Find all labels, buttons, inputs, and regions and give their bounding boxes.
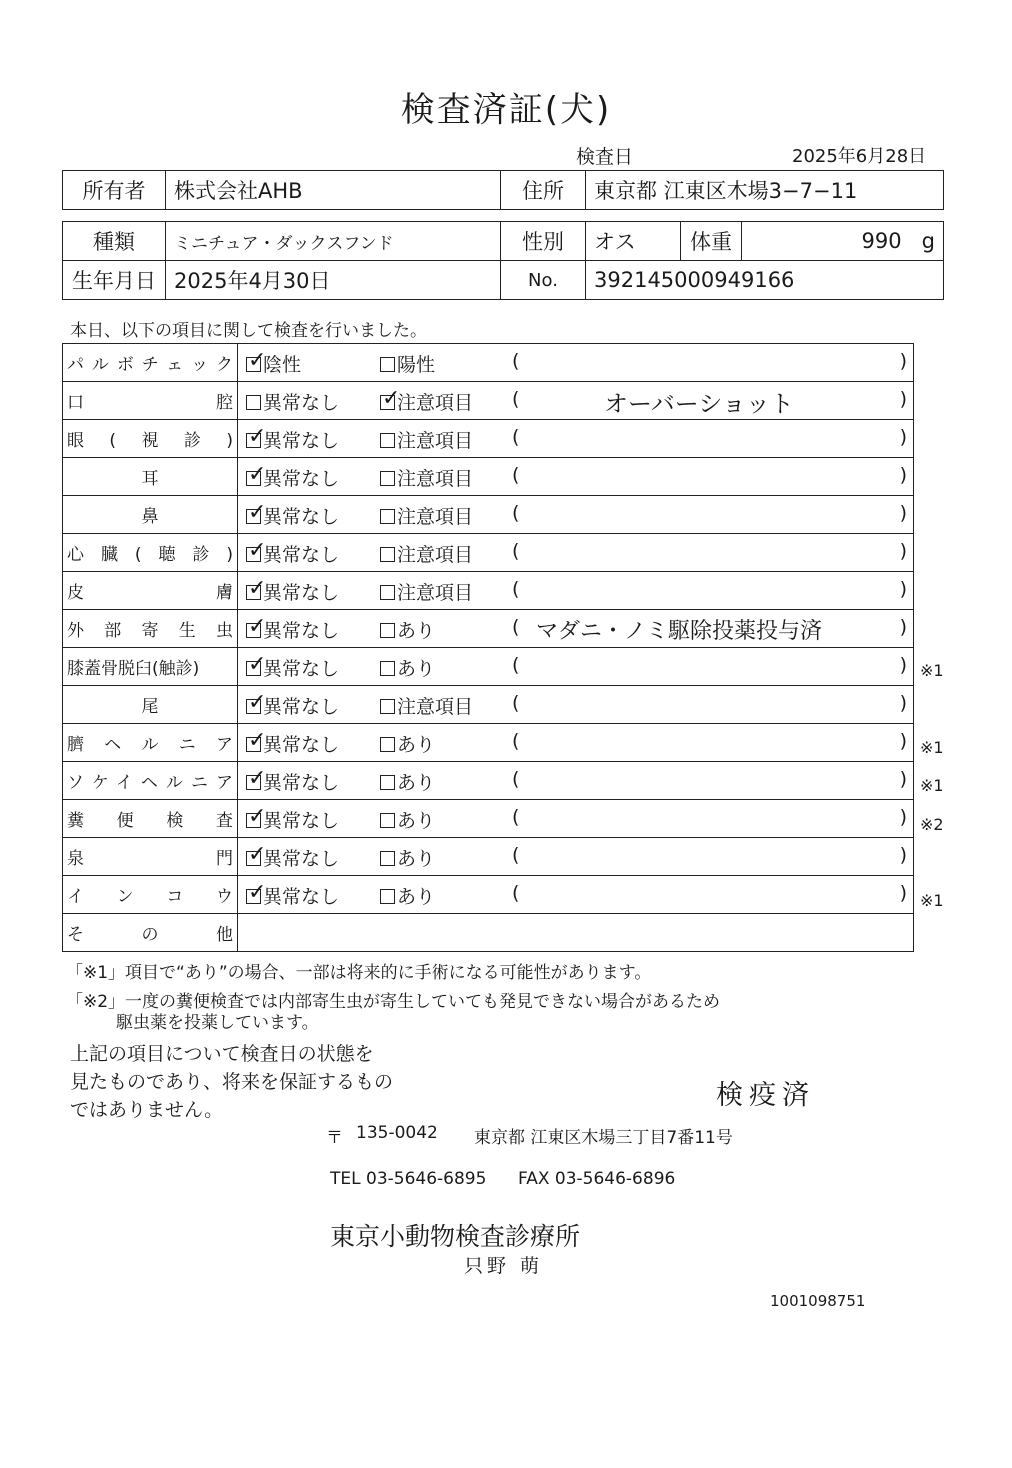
check-result-cell — [238, 762, 914, 800]
check-result-cell — [238, 458, 914, 496]
check-item-label: 鼻 — [141, 507, 159, 527]
check-result-cell — [238, 344, 914, 382]
check-item-label: 心臓(聴診) — [67, 545, 233, 565]
option-1-label: 異常なし — [263, 734, 340, 756]
check-mark-icon: ✓ — [248, 614, 267, 639]
clinic-name: 東京小動物検査診療所 — [330, 1222, 581, 1251]
left-paren: ( — [512, 768, 520, 790]
breed-label: 種類 — [63, 222, 166, 261]
left-paren: ( — [512, 806, 520, 828]
right-paren: ) — [899, 426, 907, 448]
check-row — [63, 382, 914, 420]
checkbox-icon[interactable] — [246, 395, 261, 410]
left-paren: ( — [512, 730, 520, 752]
option-1-label: 異常なし — [263, 658, 340, 680]
check-result-cell — [238, 838, 914, 876]
option-1[interactable] — [246, 730, 339, 757]
checkbox-icon[interactable] — [246, 880, 267, 905]
option-1-label: 異常なし — [263, 886, 340, 908]
checkbox-icon[interactable] — [380, 471, 395, 486]
footnote-2-line2: 駆虫薬を投薬しています。 — [116, 1013, 319, 1033]
check-item-cell — [63, 344, 238, 382]
right-paren: ) — [899, 464, 907, 486]
right-paren: ) — [899, 654, 907, 676]
left-paren: ( — [512, 844, 520, 866]
check-mark-icon: ✓ — [248, 880, 267, 905]
check-mark-icon: ✓ — [248, 690, 267, 715]
checkbox-icon[interactable] — [246, 500, 267, 525]
no-label: No. — [501, 261, 586, 300]
option-1[interactable] — [246, 388, 339, 415]
option-1[interactable] — [246, 350, 301, 377]
option-1[interactable] — [246, 578, 339, 605]
exam-date-value: 2025年6月28日 — [792, 146, 927, 167]
owner-value: 株式会社AHB — [166, 171, 501, 210]
left-paren: ( — [512, 616, 520, 638]
other-label: その他 — [67, 925, 233, 945]
left-paren: ( — [512, 464, 520, 486]
option-1-label: 異常なし — [263, 810, 340, 832]
check-item-cell — [63, 610, 238, 648]
exam-date-label: 検査日 — [576, 146, 634, 168]
right-paren: ) — [899, 388, 907, 410]
option-1[interactable] — [246, 692, 339, 719]
option-2[interactable] — [380, 540, 473, 567]
check-mark-icon: ✓ — [248, 462, 267, 487]
option-2[interactable] — [380, 350, 435, 377]
check-result-cell — [238, 572, 914, 610]
check-result-cell — [238, 724, 914, 762]
check-item-cell — [63, 762, 238, 800]
owner-label: 所有者 — [63, 171, 166, 210]
check-row — [63, 838, 914, 876]
checkbox-icon[interactable] — [380, 357, 395, 372]
check-row — [63, 648, 914, 686]
option-2[interactable] — [380, 464, 473, 491]
left-paren: ( — [512, 388, 520, 410]
option-1[interactable] — [246, 540, 339, 567]
option-1-label: 異常なし — [263, 582, 340, 604]
checkbox-icon[interactable] — [380, 813, 395, 828]
check-item-label: パルボチェック — [67, 355, 233, 375]
dob-label: 生年月日 — [63, 261, 166, 300]
check-item-cell — [63, 724, 238, 762]
option-1-label: 異常なし — [263, 772, 340, 794]
checkbox-icon[interactable] — [380, 386, 401, 411]
option-2[interactable] — [380, 806, 435, 833]
check-item-label: 膝蓋骨脱臼(触診) — [67, 659, 200, 679]
right-paren: ) — [899, 882, 907, 904]
check-item-cell — [63, 800, 238, 838]
checkbox-icon[interactable] — [380, 509, 395, 524]
other-value-cell — [238, 914, 914, 952]
check-row — [63, 686, 914, 724]
left-paren: ( — [512, 654, 520, 676]
check-note: オーバーショット — [604, 390, 794, 418]
postal-code: 135-0042 — [356, 1123, 438, 1143]
check-row — [63, 344, 914, 382]
check-result-cell — [238, 648, 914, 686]
right-paren: ) — [899, 578, 907, 600]
checkbox-icon[interactable] — [246, 424, 267, 449]
option-2[interactable] — [380, 388, 473, 415]
option-2[interactable] — [380, 768, 435, 795]
statement-line-1: 上記の項目について検査日の状態を — [70, 1043, 374, 1065]
statement-line-3: ではありません。 — [70, 1099, 224, 1121]
option-1-label: 異常なし — [263, 468, 340, 490]
option-2-label: あり — [397, 810, 436, 832]
check-row — [63, 534, 914, 572]
check-item-label: 泉門 — [67, 849, 233, 869]
option-1[interactable] — [246, 882, 339, 909]
option-1-label: 異常なし — [263, 392, 340, 414]
other-label-cell — [63, 914, 238, 952]
check-row — [63, 458, 914, 496]
check-row — [63, 762, 914, 800]
option-2-label: 注意項目 — [397, 544, 474, 566]
clinic-fax: FAX 03-5646-6896 — [518, 1169, 676, 1189]
animal-table — [62, 221, 944, 300]
option-1[interactable] — [246, 768, 339, 795]
check-item-label: 尾 — [141, 697, 159, 717]
footnote-2-line1: 「※2」一度の糞便検査では内部寄生虫が寄生していても発見できない場合があるため — [66, 992, 721, 1012]
dob-value: 2025年4月30日 — [166, 261, 501, 300]
check-item-cell — [63, 496, 238, 534]
left-paren: ( — [512, 540, 520, 562]
right-paren: ) — [899, 768, 907, 790]
option-1[interactable] — [246, 654, 339, 681]
checkbox-icon[interactable] — [246, 842, 267, 867]
footnote-mark: ※1 — [920, 776, 944, 796]
check-result-cell — [238, 496, 914, 534]
option-2-label: あり — [397, 886, 436, 908]
check-row — [63, 420, 914, 458]
checkbox-icon[interactable] — [246, 462, 267, 487]
left-paren: ( — [512, 502, 520, 524]
check-item-cell — [63, 876, 238, 914]
option-2[interactable] — [380, 578, 473, 605]
check-row — [63, 876, 914, 914]
owner-table — [62, 170, 944, 210]
right-paren: ) — [899, 692, 907, 714]
check-mark-icon: ✓ — [248, 538, 267, 563]
check-mark-icon: ✓ — [248, 766, 267, 791]
option-2[interactable] — [380, 844, 435, 871]
checkbox-icon[interactable] — [246, 652, 267, 677]
left-paren: ( — [512, 426, 520, 448]
intro-text: 本日、以下の項目に関して検査を行いました。 — [70, 321, 427, 341]
checkbox-icon[interactable] — [380, 585, 395, 600]
quarantine-stamp: 検疫済 — [716, 1080, 815, 1111]
check-result-cell — [238, 420, 914, 458]
right-paren: ) — [899, 730, 907, 752]
check-mark-icon: ✓ — [248, 576, 267, 601]
option-1-label: 異常なし — [263, 848, 340, 870]
option-2-label: 注意項目 — [397, 430, 474, 452]
checkbox-icon[interactable] — [246, 576, 267, 601]
right-paren: ) — [899, 540, 907, 562]
check-result-cell — [238, 382, 914, 420]
check-mark-icon: ✓ — [248, 500, 267, 525]
check-item-label: 臍ヘルニア — [67, 735, 233, 755]
option-1-label: 異常なし — [263, 506, 340, 528]
check-item-cell — [63, 648, 238, 686]
check-item-cell — [63, 382, 238, 420]
sex-value: オス — [586, 222, 681, 261]
option-1[interactable] — [246, 616, 339, 643]
check-row — [63, 724, 914, 762]
check-mark-icon: ✓ — [382, 386, 401, 411]
option-2-label: あり — [397, 772, 436, 794]
option-2-label: あり — [397, 620, 436, 642]
weight-value: 990 — [861, 229, 902, 253]
serial-number: 1001098751 — [770, 1292, 866, 1310]
check-mark-icon: ✓ — [248, 804, 267, 829]
check-item-cell — [63, 572, 238, 610]
checkbox-icon[interactable] — [246, 690, 267, 715]
option-2-label: 注意項目 — [397, 392, 474, 414]
option-2[interactable] — [380, 426, 473, 453]
check-item-label: ソケイヘルニア — [67, 773, 233, 793]
check-item-cell — [63, 458, 238, 496]
option-2[interactable] — [380, 502, 473, 529]
option-1[interactable] — [246, 806, 339, 833]
checkbox-icon[interactable] — [380, 623, 395, 638]
check-result-cell — [238, 876, 914, 914]
check-item-label: 眼(視診) — [67, 431, 233, 451]
checkbox-icon[interactable] — [380, 737, 395, 752]
right-paren: ) — [899, 350, 907, 372]
checkbox-icon[interactable] — [380, 699, 395, 714]
checkbox-icon[interactable] — [246, 728, 267, 753]
check-row — [63, 496, 914, 534]
option-1[interactable] — [246, 464, 339, 491]
check-item-label: 口腔 — [67, 393, 233, 413]
option-1-label: 異常なし — [263, 544, 340, 566]
checkbox-icon[interactable] — [380, 433, 395, 448]
address-label: 住所 — [501, 171, 586, 210]
option-1-label: 異常なし — [263, 696, 340, 718]
check-row — [63, 610, 914, 648]
check-mark-icon: ✓ — [248, 424, 267, 449]
doctor-name: 只野 萌 — [464, 1255, 544, 1277]
sex-label: 性別 — [501, 222, 586, 261]
option-2-label: 注意項目 — [397, 468, 474, 490]
right-paren: ) — [899, 616, 907, 638]
option-1[interactable] — [246, 844, 339, 871]
no-value: 392145000949166 — [586, 261, 944, 300]
checkbox-icon[interactable] — [246, 538, 267, 563]
check-result-cell — [238, 610, 914, 648]
checkbox-icon[interactable] — [246, 766, 267, 791]
clinic-address: 東京都 江東区木場三丁目7番11号 — [474, 1128, 733, 1148]
left-paren: ( — [512, 578, 520, 600]
option-2-label: あり — [397, 848, 436, 870]
statement-line-2: 見たものであり、将来を保証するもの — [70, 1071, 394, 1093]
right-paren: ) — [899, 844, 907, 866]
page-title: 検査済証(犬) — [400, 90, 612, 130]
checkbox-icon[interactable] — [380, 547, 395, 562]
footnote-mark: ※1 — [920, 738, 944, 757]
check-item-label: 外部寄生虫 — [67, 621, 233, 641]
checks-table — [62, 343, 914, 952]
right-paren: ) — [899, 502, 907, 524]
check-mark-icon: ✓ — [248, 348, 267, 373]
check-result-cell — [238, 534, 914, 572]
option-2-label: 注意項目 — [397, 506, 474, 528]
checkbox-icon[interactable] — [246, 804, 267, 829]
check-row — [63, 572, 914, 610]
option-2[interactable] — [380, 730, 435, 757]
checkbox-icon[interactable] — [246, 614, 267, 639]
check-item-cell — [63, 420, 238, 458]
right-paren: ) — [899, 806, 907, 828]
check-note: マダニ・ノミ駆除投薬投与済 — [536, 619, 823, 644]
weight-unit: g — [921, 229, 935, 253]
footnote-mark: ※2 — [920, 814, 944, 834]
check-mark-icon: ✓ — [248, 652, 267, 677]
option-1-label: 異常なし — [263, 430, 340, 452]
left-paren: ( — [512, 882, 520, 904]
check-item-label: 皮膚 — [67, 583, 233, 603]
left-paren: ( — [512, 350, 520, 372]
check-item-cell — [63, 686, 238, 724]
check-result-cell — [238, 800, 914, 838]
check-result-cell — [238, 686, 914, 724]
option-1-label: 異常なし — [263, 620, 340, 642]
option-2[interactable] — [380, 654, 435, 681]
option-2[interactable] — [380, 882, 435, 909]
checkbox-icon[interactable] — [380, 889, 395, 904]
weight-cell — [742, 222, 944, 261]
option-1[interactable] — [246, 426, 339, 453]
checkbox-icon[interactable] — [380, 851, 395, 866]
check-item-cell — [63, 838, 238, 876]
weight-label: 体重 — [681, 222, 742, 261]
left-paren: ( — [512, 692, 520, 714]
breed-value: ミニチュア・ダックスフンド — [166, 222, 501, 261]
option-1-label: 陰性 — [263, 354, 302, 376]
option-2-label: 注意項目 — [397, 696, 474, 718]
checkbox-icon[interactable] — [380, 775, 395, 790]
check-item-label: インコウ — [67, 887, 233, 907]
clinic-tel: TEL 03-5646-6895 — [330, 1169, 487, 1189]
check-mark-icon: ✓ — [248, 728, 267, 753]
option-1[interactable] — [246, 502, 339, 529]
option-2-label: あり — [397, 658, 436, 680]
check-row — [63, 800, 914, 838]
option-2-label: あり — [397, 734, 436, 756]
footnote-mark: ※1 — [920, 891, 944, 911]
checkbox-icon[interactable] — [246, 348, 267, 373]
check-item-cell — [63, 534, 238, 572]
check-item-label: 糞便検査 — [67, 811, 233, 831]
option-2[interactable] — [380, 616, 435, 643]
option-2-label: 陽性 — [397, 354, 436, 376]
check-item-label: 耳 — [141, 469, 159, 489]
option-2[interactable] — [380, 692, 473, 719]
footnote-mark: ※1 — [920, 661, 944, 681]
address-value: 東京都 江東区木場3−7−11 — [586, 171, 944, 210]
checkbox-icon[interactable] — [380, 661, 395, 676]
option-2-label: 注意項目 — [397, 582, 474, 604]
check-mark-icon: ✓ — [248, 842, 267, 867]
footnote-1: 「※1」項目で“あり”の場合、一部は将来的に手術になる可能性があります。 — [66, 963, 652, 983]
postal-mark: 〒 — [326, 1128, 343, 1148]
